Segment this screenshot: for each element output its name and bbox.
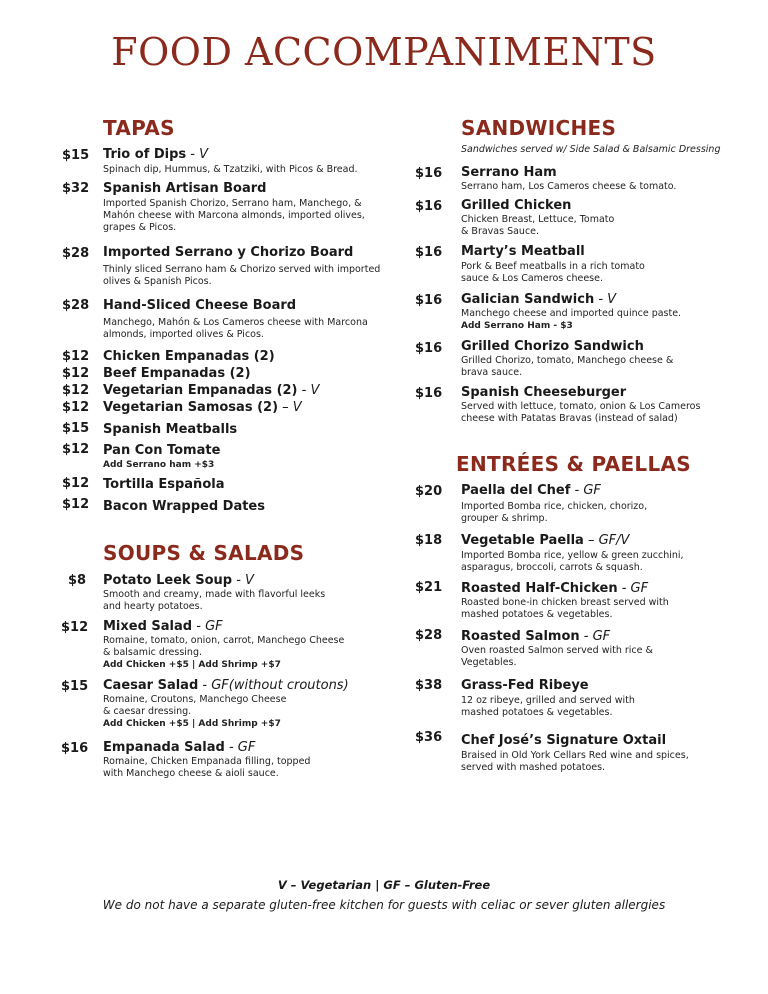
item-description: Romaine, Croutons, Manchego Cheese & caesar dressing. Add Chicken +$5 | Add Shrimp +$7 <box>103 694 287 729</box>
item-description: Grilled Chorizo, tomato, Manchego cheese & brava sauce. <box>461 355 674 378</box>
item-price: $15 <box>61 679 89 694</box>
item-price: $12 <box>62 366 90 381</box>
item-name: Beef Empanadas (2) <box>103 366 251 381</box>
item-name: Spanish Meatballs <box>103 422 238 437</box>
item-description: Imported Bomba rice, yellow & green zucchini, asparagus, broccoli, carrots & squash. <box>461 550 684 573</box>
dietary-legend: V – Vegetarian | GF – Gluten-Free <box>277 878 491 892</box>
item-name: Hand-Sliced Cheese Board <box>103 298 297 313</box>
item-price: $12 <box>61 620 89 635</box>
item-description: Smooth and creamy, made with flavorful leeks and hearty potatoes. <box>103 589 326 612</box>
item-addon: Add Serrano ham +$3 <box>103 460 215 470</box>
item-price: $38 <box>415 678 443 693</box>
section-title-tapas: TAPAS <box>103 116 175 140</box>
item-description: Pork & Beef meatballs in a rich tomato sauce & Los Cameros cheese. <box>461 261 645 284</box>
item-price: $15 <box>62 421 90 436</box>
item-price: $20 <box>415 484 443 499</box>
item-description: Romaine, tomato, onion, carrot, Manchego Cheese & balsamic dressing. Add Chicken +$5 | Add Shrimp +$7 <box>103 635 345 670</box>
item-name: Roasted Half-Chicken - GF <box>461 581 649 596</box>
item-name: Pan Con Tomate <box>103 443 221 458</box>
item-price: $12 <box>62 383 90 398</box>
item-price: $12 <box>62 476 90 491</box>
item-description: Imported Spanish Chorizo, Serrano ham, Manchego, & Mahón cheese with Marcona almonds, imported olives, grapes & Picos. <box>103 198 365 233</box>
item-price: $12 <box>62 349 90 364</box>
item-name: Potato Leek Soup - V <box>103 573 254 588</box>
item-name: Marty’s Meatball <box>461 244 585 259</box>
item-price: $16 <box>415 293 443 308</box>
item-description: Spinach dip, Hummus, & Tzatziki, with Picos & Bread. <box>103 164 358 175</box>
item-name: Grass-Fed Ribeye <box>461 678 589 693</box>
item-name: Vegetarian Empanadas (2) - V <box>103 383 320 398</box>
item-name: Vegetable Paella – GF/V <box>461 533 630 548</box>
item-price: $36 <box>415 730 443 745</box>
item-price: $8 <box>68 573 87 588</box>
item-price: $16 <box>61 741 89 756</box>
item-name: Caesar Salad - GF(without croutons) <box>103 678 349 693</box>
item-name: Paella del Chef - GF <box>461 483 601 498</box>
item-price: $16 <box>415 245 443 260</box>
sandwiches-note: Sandwiches served w/ Side Salad & Balsamic Dressing <box>461 144 721 155</box>
section-title-soups-salads: SOUPS & SALADS <box>103 541 305 565</box>
item-price: $28 <box>415 628 443 643</box>
item-name: Imported Serrano y Chorizo Board <box>103 245 354 260</box>
item-name: Chef José’s Signature Oxtail <box>461 733 667 748</box>
section-title-entrees-paellas: ENTRÉES & PAELLAS <box>456 452 691 476</box>
allergy-disclaimer: We do not have a separate gluten-free kitchen for guests with celiac or sever gluten allergies <box>102 898 666 912</box>
item-description: Manchego, Mahón & Los Cameros cheese with Marcona almonds, imported olives & Picos. <box>103 317 368 340</box>
item-description: Romaine, Chicken Empanada filling, topped with Manchego cheese & aioli sauce. <box>103 756 311 779</box>
item-description: Imported Bomba rice, chicken, chorizo, grouper & shrimp. <box>461 501 648 524</box>
item-price: $16 <box>415 341 443 356</box>
item-description: Braised in Old York Cellars Red wine and spices, served with mashed potatoes. <box>461 750 689 773</box>
item-description: Manchego cheese and imported quince paste. Add Serrano Ham - $3 <box>461 308 682 331</box>
item-description: Chicken Breast, Lettuce, Tomato & Bravas Sauce. <box>461 214 615 237</box>
item-name: Mixed Salad - GF <box>103 619 223 634</box>
item-price: $16 <box>415 166 443 181</box>
item-price: $12 <box>62 442 90 457</box>
item-description: Thinly sliced Serrano ham & Chorizo served with imported olives & Spanish Picos. <box>103 264 381 287</box>
item-price: $28 <box>62 246 90 261</box>
item-description: Served with lettuce, tomato, onion & Los Cameros cheese with Patatas Bravas (instead of salad) <box>461 401 701 424</box>
item-name: Spanish Cheeseburger <box>461 385 627 400</box>
item-name: Empanada Salad - GF <box>103 740 256 755</box>
section-title-sandwiches: SANDWICHES <box>461 116 617 140</box>
item-name: Vegetarian Samosas (2) – V <box>103 400 302 415</box>
item-name: Chicken Empanadas (2) <box>103 349 275 364</box>
item-price: $12 <box>62 497 90 512</box>
item-description: Serrano ham, Los Cameros cheese & tomato. <box>461 181 677 192</box>
item-name: Bacon Wrapped Dates <box>103 499 265 514</box>
item-price: $18 <box>415 533 443 548</box>
item-name: Grilled Chorizo Sandwich <box>461 339 644 354</box>
item-name: Trio of Dips - V <box>103 147 209 162</box>
item-name: Roasted Salmon - GF <box>461 629 611 644</box>
item-description: Roasted bone-in chicken breast served with mashed potatoes & vegetables. <box>461 597 669 620</box>
item-name: Spanish Artisan Board <box>103 181 267 196</box>
item-price: $32 <box>62 181 90 196</box>
item-name: Tortilla Española <box>103 477 225 492</box>
item-price: $12 <box>62 400 90 415</box>
item-description: Oven roasted Salmon served with rice & Vegetables. <box>461 645 653 668</box>
item-name: Galician Sandwich - V <box>461 292 617 307</box>
item-price: $28 <box>62 298 90 313</box>
item-name: Grilled Chicken <box>461 198 572 213</box>
item-price: $15 <box>62 148 90 163</box>
page-title: FOOD ACCOMPANIMENTS <box>111 30 657 74</box>
item-price: $16 <box>415 386 443 401</box>
item-price: $21 <box>415 580 443 595</box>
item-description: 12 oz ribeye, grilled and served with mashed potatoes & vegetables. <box>461 695 635 718</box>
item-name: Serrano Ham <box>461 165 557 180</box>
item-price: $16 <box>415 199 443 214</box>
